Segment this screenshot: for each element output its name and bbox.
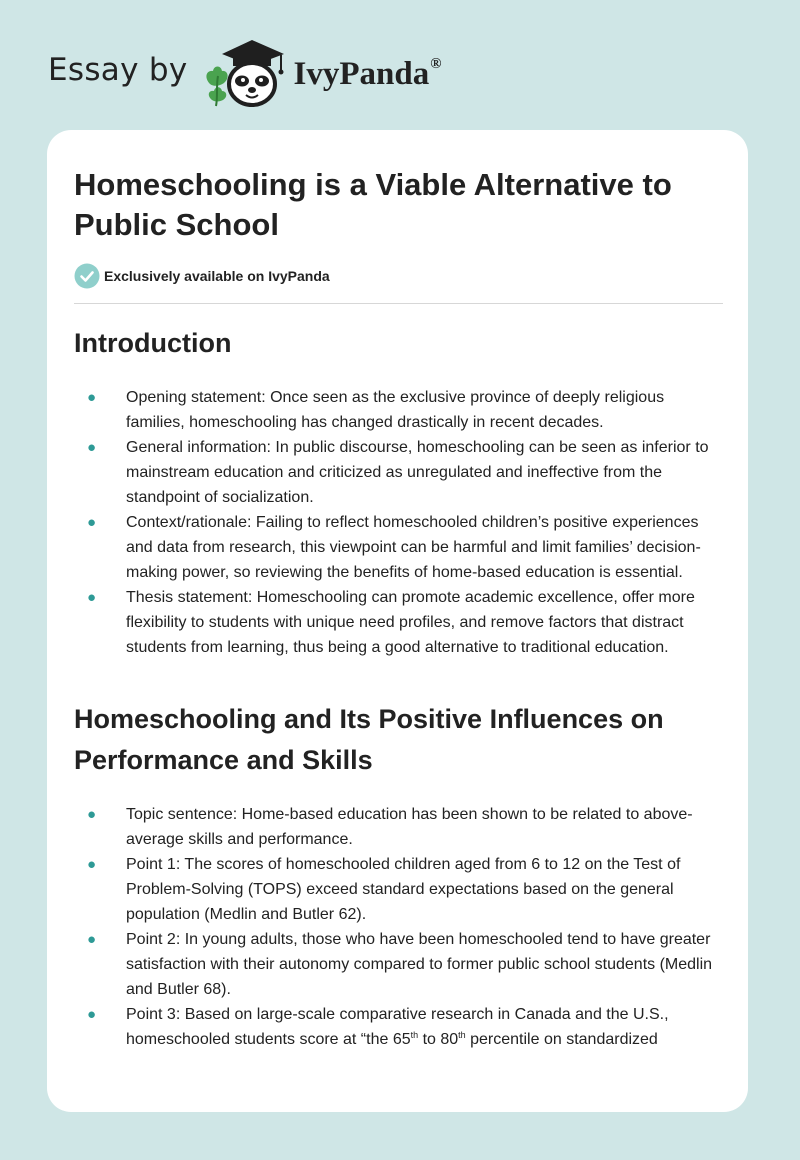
list-item-text: Opening statement: Once seen as the exclusive province of deeply religious families, homeschooling has changed drastically in recent decades. — [126, 389, 665, 431]
list-item — [74, 585, 724, 660]
list-item — [74, 802, 724, 852]
exclusive-badge-text: Exclusively available on IvyPanda — [104, 268, 330, 284]
registered-mark: ® — [430, 55, 442, 72]
list-item — [74, 510, 724, 585]
brand-name[interactable]: IvyPanda® — [293, 55, 442, 92]
bullet-icon: ● — [87, 931, 97, 948]
panda-graduate-logo-icon[interactable] — [202, 34, 292, 110]
performance-skills-outline — [74, 802, 724, 1052]
list-item-text: Context/rationale: Failing to reflect homeschooled children’s positive experiences and data from research, this viewpoint can be harmful and limit families’ decision-making power, so reviewing the benefits of home-based education is essential. — [126, 514, 701, 581]
list-item-text: General information: In public discourse, homeschooling can be seen as inferior to mainstream education and criticized as unregulated and ineffective from the standpoint of socialization. — [126, 439, 709, 506]
list-item-text: Point 3: Based on large-scale comparative research in Canada and the U.S., homeschooled students score at “the 65th to 80th percentile on standardized — [126, 1006, 669, 1048]
bullet-icon: ● — [87, 1006, 97, 1023]
list-item — [74, 927, 724, 1002]
essay-title: Homeschooling is a Viable Alternative to Public School — [74, 167, 672, 242]
introduction-outline — [74, 385, 724, 660]
section-heading-introduction: Introduction — [74, 328, 232, 358]
bullet-icon: ● — [87, 806, 97, 823]
list-item-text: Point 2: In young adults, those who have been homeschooled tend to have greater satisfaction with their autonomy compared to former public school students (Medlin and Butler 68). — [126, 931, 713, 998]
bullet-icon: ● — [87, 514, 97, 531]
list-item — [74, 435, 724, 510]
essay-card — [47, 130, 748, 1112]
list-item — [74, 852, 724, 927]
list-item — [74, 385, 724, 435]
essay-by-label: Essay by — [48, 52, 188, 88]
bullet-icon: ● — [87, 439, 97, 456]
title-divider — [74, 303, 723, 304]
bullet-icon: ● — [87, 856, 97, 873]
list-item-text: Thesis statement: Homeschooling can promote academic excellence, offer more flexibility to students with unique need profiles, and remove factors that distract students from learning, thus being a good alternative to traditional education. — [126, 589, 695, 656]
list-item-text: Topic sentence: Home-based education has been shown to be related to above-average skills and performance. — [126, 806, 693, 848]
bullet-icon: ● — [87, 589, 97, 606]
check-circle-icon — [74, 263, 100, 289]
list-item — [74, 1002, 724, 1052]
list-item-text: Point 1: The scores of homeschooled children aged from 6 to 12 on the Test of Problem-Solving (TOPS) exceed standard expectations based on the general population (Medlin and Butler 62). — [126, 856, 681, 923]
section-heading-performance-skills: Homeschooling and Its Positive Influences on Performance and Skills — [74, 704, 664, 775]
site-header — [48, 34, 441, 114]
exclusive-badge — [74, 263, 330, 289]
bullet-icon: ● — [87, 389, 97, 406]
